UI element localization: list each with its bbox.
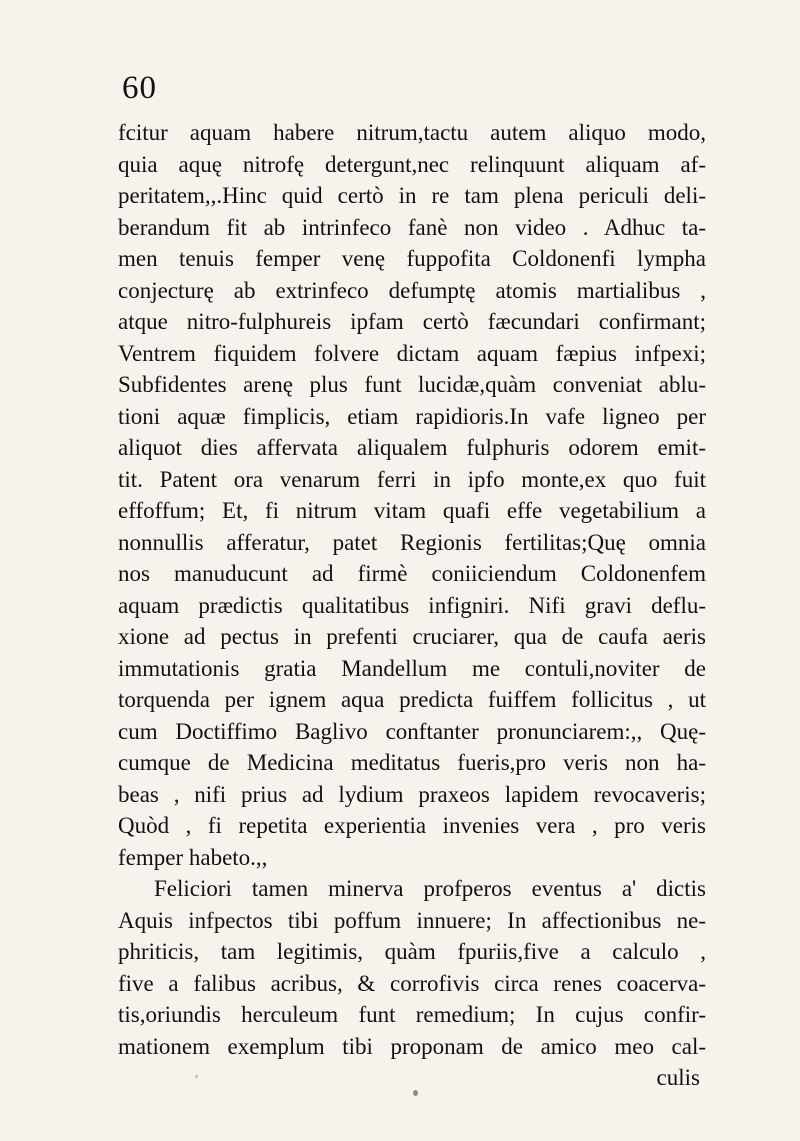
text-line: tit. Patent ora venarum ferri in ipfo monte,ex quo fuit <box>118 466 706 492</box>
text-line: immutationis gratia Mandellum me contuli,noviter de <box>118 655 706 681</box>
ink-speck <box>413 1090 418 1096</box>
text-line: berandum fit ab intrinfeco fanè non video . Adhuc ta- <box>118 214 706 240</box>
paragraph-first-line: Feliciori tamen minerva profperos eventus a' dictis <box>154 876 706 901</box>
text-line: five a falibus acribus, & corrofivis circa renes coacerva- <box>118 970 706 996</box>
body-text <box>118 117 706 1094</box>
text-line: Aquis infpectos tibi poffum innuere; In affectionibus ne- <box>118 907 706 933</box>
text-line: quia aquę nitrofę detergunt,nec relinquunt aliquam af- <box>118 151 706 177</box>
text-line: beas , nifi prius ad lydium praxeos lapidem revocaveris; <box>118 781 706 807</box>
catchword: culis <box>656 1065 700 1090</box>
text-line: Ventrem fiquidem folvere dictam aquam fæpius infpexi; <box>118 340 706 366</box>
text-line: aquam prædictis qualitatibus infigniri. Nifi gravi deflu- <box>118 592 706 618</box>
text-line: tioni aquæ fimplicis, etiam rapidioris.In vafe ligneo per <box>118 403 706 429</box>
text-line: Quòd , fi repetita experientia invenies vera , pro veris <box>118 813 706 838</box>
text-line: men tenuis femper venę fuppofita Coldonenfi lympha <box>118 246 706 271</box>
ink-speck <box>195 1075 198 1078</box>
text-line: atque nitro-fulphureis ipfam certò fæcundari confirmant; <box>118 309 706 334</box>
text-line: effoffum; Et, fi nitrum vitam quafi effe vegetabilium a <box>118 498 706 523</box>
text-line: nos manuducunt ad firmè coniiciendum Coldonenfem <box>118 561 706 586</box>
text-line: nonnullis afferatur, patet Regionis fertilitas;Quę omnia <box>118 529 706 555</box>
text-line: aliquot dies affervata aliqualem fulphuris odorem emit- <box>118 435 706 460</box>
text-line: cumque de Medicina meditatus fueris,pro veris non ha- <box>118 750 706 775</box>
page-number: 60 <box>122 70 157 106</box>
text-line: torquenda per ignem aqua predicta fuiffem follicitus , ut <box>118 687 706 712</box>
text-line: mationem exemplum tibi proponam de amico meo cal- <box>118 1033 706 1059</box>
text-line: peritatem,,.Hinc quid certò in re tam plena periculi deli- <box>118 183 706 208</box>
text-line: phriticis, tam legitimis, quàm fpuriis,five a calculo , <box>118 939 706 964</box>
text-line: tis,oriundis herculeum funt remedium; In cujus confir- <box>118 1002 706 1027</box>
text-line: femper habeto.,, <box>118 844 268 870</box>
text-line: fcitur aquam habere nitrum,tactu autem aliquo modo, <box>118 120 706 145</box>
text-line: Subfidentes arenę plus funt lucidæ,quàm conveniat ablu- <box>118 372 706 397</box>
text-line: xione ad pectus in prefenti cruciarer, qua de caufa aeris <box>118 624 706 649</box>
text-line: conjecturę ab extrinfeco defumptę atomis martialibus , <box>118 277 706 303</box>
text-line: cum Doctiffimo Baglivo conftanter pronunciarem:,, Quę- <box>118 718 706 744</box>
